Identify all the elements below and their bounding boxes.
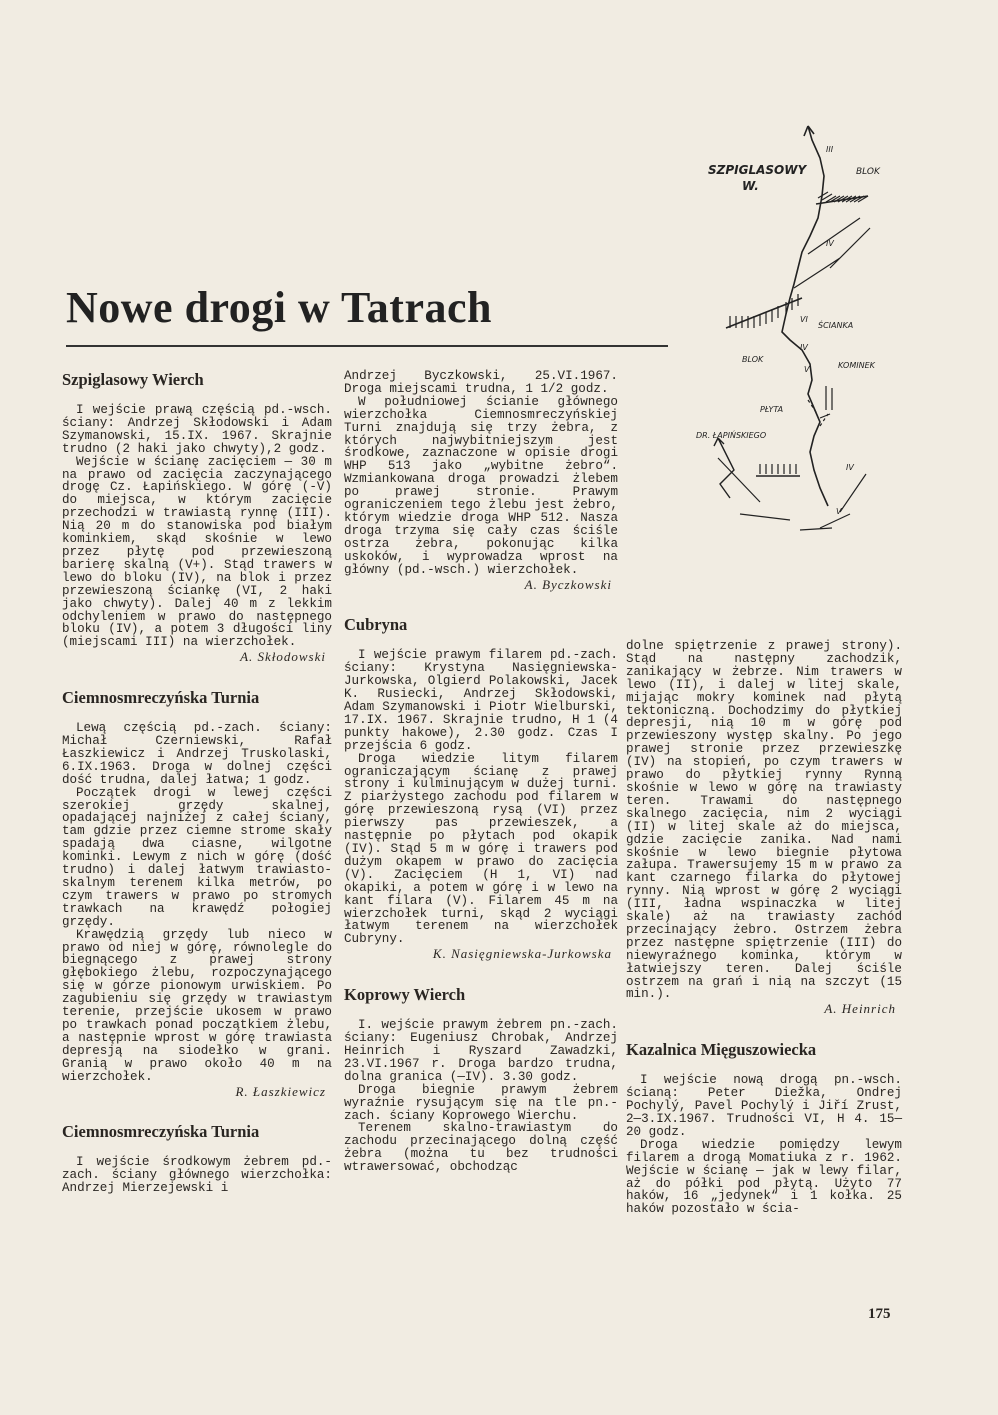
map-mark-vi: VI (800, 315, 808, 324)
map-label-plyta: PŁYTA (760, 405, 784, 414)
page-number: 175 (868, 1306, 891, 1322)
map-label-kominek: KOMINEK (838, 361, 875, 370)
ridge-hatch-low (760, 464, 796, 474)
map-label-dr: DR. ŁAPIŃSKIEGO (696, 431, 767, 440)
map-mark-v-b: V (836, 507, 842, 516)
section-heading: Koprowy Wierch (344, 985, 466, 1005)
map-mark-v-a: V (804, 365, 810, 374)
paragraph: Krawędzią grzędy lub nieco w prawo od niej w górę, równolegle do biegnącego z prawej strony głębokiego żlebu, rozpoczynającego się w górze pionowym urwiskiem. Po zagubieniu się grzędy w trawiastym terenie, przejście ukosem w prawo po trawkach ponad początkiem żlebu, a następnie wprost w górę trawiasta depresją na siodełko w grani. Granią w prawo około 40 m na wierzchołek. (62, 927, 332, 1084)
column-2 (344, 370, 618, 1198)
article-title: Nowe drogi w Tatrach (66, 283, 492, 332)
paragraph: I. wejście prawym żebrem pn.-zach. ściany: Eugeniusz Chrobak, Andrzej Heinrich i Ryszard Zawadzki, 23.VI.1967 r. Droga bardzo trudna, dolna granica (—IV). 3.30 godz. (344, 1018, 618, 1084)
section-heading: Ciemnosmreczyńska Turnia (62, 688, 260, 708)
map-label-peak2: W. (742, 179, 759, 193)
right-slopes (800, 474, 866, 530)
ridge-line-mid (726, 298, 802, 328)
section-koprowy (344, 985, 618, 1174)
paragraph: I wejście środkowym żebrem pd.-zach. ściany głównego wierzchołka: Andrzej Mierzejewski i (62, 1155, 332, 1196)
paragraph: Droga wiedzie pomiędzy lewym filarem a drogą Momatiuka z r. 1962. Wejście w ścianę — jak w lewy filar, aż do półki pod płytą. Użyto 77 haków, 16 „jedynek“ i 1 kołka. 25 haków pozostało w ścia- (626, 1137, 902, 1217)
paragraph: Lewą częścią pd.-zach. ściany: Michał Czerniewski, Rafał Łaszkiewicz i Andrzej Truskolaski, 6.IX.1963. Droga w dolnej części dość trudna, dalej łatwa; 1 godz. (62, 721, 332, 787)
column-1 (62, 370, 332, 1219)
map-mark-iv-c: IV (846, 463, 854, 472)
left-route (714, 438, 734, 498)
section-szpiglasowy (62, 370, 332, 664)
paragraph: I wejście prawym filarem pd.-zach. ściany: Krystyna Nasięgniewska-Jurkowska, Olgierd Polakowski, Jacek K. Rusiecki, Andrzej Skłodowski, Adam Szymanowski i Piotr Wielburski, 17.IX. 1967. Skrajnie trudno, H 1 (4 punkty hakowe), 2.30 godz. Czas I przejścia 6 godz. (344, 648, 618, 753)
author-signature: A. Skłodowski (240, 649, 326, 665)
paragraph: I wejście prawą częścią pd.-wsch. ściany: Andrzej Skłodowski i Adam Szymanowski, 15.IX. 1967. Skrajnie trudno (2 haki jako chwyty),2 godz. (62, 403, 332, 456)
map-mark-iv-b: IV (800, 343, 808, 352)
map-label-scianka: ŚCIANKA (818, 321, 854, 330)
section-heading: Szpiglasowy Wierch (62, 370, 204, 389)
title-underline (66, 345, 668, 347)
map-label-blok-top: BLOK (856, 167, 880, 177)
slope-lines (794, 218, 870, 288)
map-label-peak: SZPIGLASOWY (708, 163, 807, 177)
section-ciemnosmreczynska-2-cont (344, 370, 618, 591)
section-ciemnosmreczynska-2 (62, 1122, 332, 1195)
section-kazalnica (626, 1040, 902, 1216)
paragraph: I wejście nową drogą pn.-wsch. ścianą: Peter Diežka, Ondrej Pochylý, Pavel Pochylý i Jiří Zrust, 2—3.IX.1967. Trudności VI, H 4. 15—20 godz. (626, 1073, 902, 1139)
section-ciemnosmreczynska-1 (62, 688, 332, 1098)
section-koprowy-cont (626, 640, 902, 1016)
map-mark-iii: III (826, 145, 834, 154)
kominek-lines (820, 386, 832, 418)
paragraph: Wejście w ścianę zacięciem — 30 m na prawo od zacięcia zaczynającego drogę Cz. Łapińskiego. W górę (-V) do miejsca, w którym zacięcie przechodzi w trawiastą rynnę (III). Nią 20 m do stanowiska pod białym kominkiem, skąd skośnie w lewo przez płytę pod przewieszoną barierę skalną (V+). Stąd trawers w lewo do bloku (IV), na blok i przez przewieszoną ściankę (VI, 2 haki jako chwyty). Dalej 40 m z lekkim odchyleniem w prawo do następnego bloku (IV), a potem 3 długości liny (miejscami III) na wierzchołek. (62, 454, 332, 650)
paragraph: W południowej ścianie głównego wierzchołka Ciemnosmreczyńskiej Turni znajdują się trzy żebra, z których najwybitniejszym jest środkowe, zaznaczone w opisie drogi WHP 513 jako „wybitne żebro“. Wzmiankowana droga prowadzi żlebem po prawej stronie. Prawym ograniczeniem tego żlebu jest żebro, którym wiedzie droga WHP 512. Nasza droga trzyma się cały czas ściśle ostrza żebra, pokonując kilka uskoków, i wyprowadza wprost na główny (pd.-wsch.) wierzchołek. (344, 394, 618, 577)
author-signature: K. Nasięgniewska-Jurkowska (432, 946, 612, 962)
paragraph: Droga biegnie prawym żebrem wyraźnie rysującym się na tle pn.-zach. ściany Koprowego Wierchu. (344, 1082, 618, 1123)
section-heading: Cubryna (344, 615, 408, 635)
map-mark-iv-a: IV (826, 239, 834, 248)
paragraph: Terenem skalno-trawiastym do zachodu przecinającego dolną część żebra (można tu bez trudności wtrawersować, obchodząc (344, 1121, 618, 1175)
section-heading: Ciemnosmreczyńska Turnia (62, 1122, 260, 1142)
section-heading: Kazalnica Mięguszowiecka (626, 1040, 817, 1060)
paragraph: Początek drogi w lewej części szerokiej grzędy skalnej, opadającej najniżej z całej ściany, tam gdzie przez ciemne strome skały spadają dwa ciasne, wilgotne kominki. Lewym z nich w górę (dość trudno) i dalej łatwym trawiasto-skalnym terenem kilka metrów, po czym trawers w prawo po stromych trawkach na krawędź połogiej grzędy. (62, 785, 332, 929)
paragraph: Andrzej Byczkowski, 25.VI.1967. Droga miejscami trudna, 1 1/2 godz. (344, 369, 618, 396)
author-signature: A. Heinrich (824, 1001, 896, 1017)
paragraph: dolne spiętrzenie z prawej strony). Stąd na następny zachodzik, zanikający w żebrze. Nim trawers w lewo (II), i dalej w litej skale, mijając mokry kominek nad płytą tektoniczną. Dochodzimy do płytkiej depresji, nią 10 m w górę pod przewieszony występ skalny. Po jego prawej stronie przez przewieszkę (IV) na stopień, po czym trawers w prawo do płytkiej rynny Rynną skośnie w lewo w górę na trawiasty teren. Trawami do następnego skalnego zacięcia, nim 2 wyciągi (II) w litej skale aż do miejsca, gdzie zacięcie zanika. Nad nami skośnie w lewo biegnie płytowa załupa. Trawersujemy 15 m w prawo za kant czarnego filarka do płytowej rynny. Nią wprost w górę 2 wyciągi (III, ładna wspinaczka w litej skale) aż na trawiasty zachód przecinający żebro. Ostrzem żebra przez następne spiętrzenie (III) do niewyraźnego kominka, którym w łatwiejszy teren. Dalej ściśle ostrzem na grań i nią na szczyt (15 min.). (626, 639, 902, 1002)
section-cubryna (344, 615, 618, 961)
left-slopes (718, 458, 790, 520)
author-signature: R. Łaszkiewicz (235, 1083, 326, 1099)
route-map (690, 118, 900, 538)
author-signature: A. Byczkowski (524, 576, 612, 592)
plate-dashes (808, 400, 828, 426)
paragraph: Droga wiedzie litym filarem ograniczającym ścianę z prawej strony i kulminującym w dużej turni. Z piarżystego zachodu pod filarem w górę przewieszoną rysą (VI) przez pierwszy pas przewieszek, a następnie po płytach pod okapik (IV). Stąd 5 m w górę i trawers pod dużym okapem w prawo do zacięcia (V). Zacięciem (H 1, VI) nad okapiki, a potem w górę i w lewo na kant filara (V). Filarem 45 m na wierzchołek turni, skąd 2 wyciągi łatwym terenem na wierzchołek Cubryny. (344, 751, 618, 947)
map-label-blok-left: BLOK (742, 355, 764, 364)
column-3 (626, 640, 902, 1240)
